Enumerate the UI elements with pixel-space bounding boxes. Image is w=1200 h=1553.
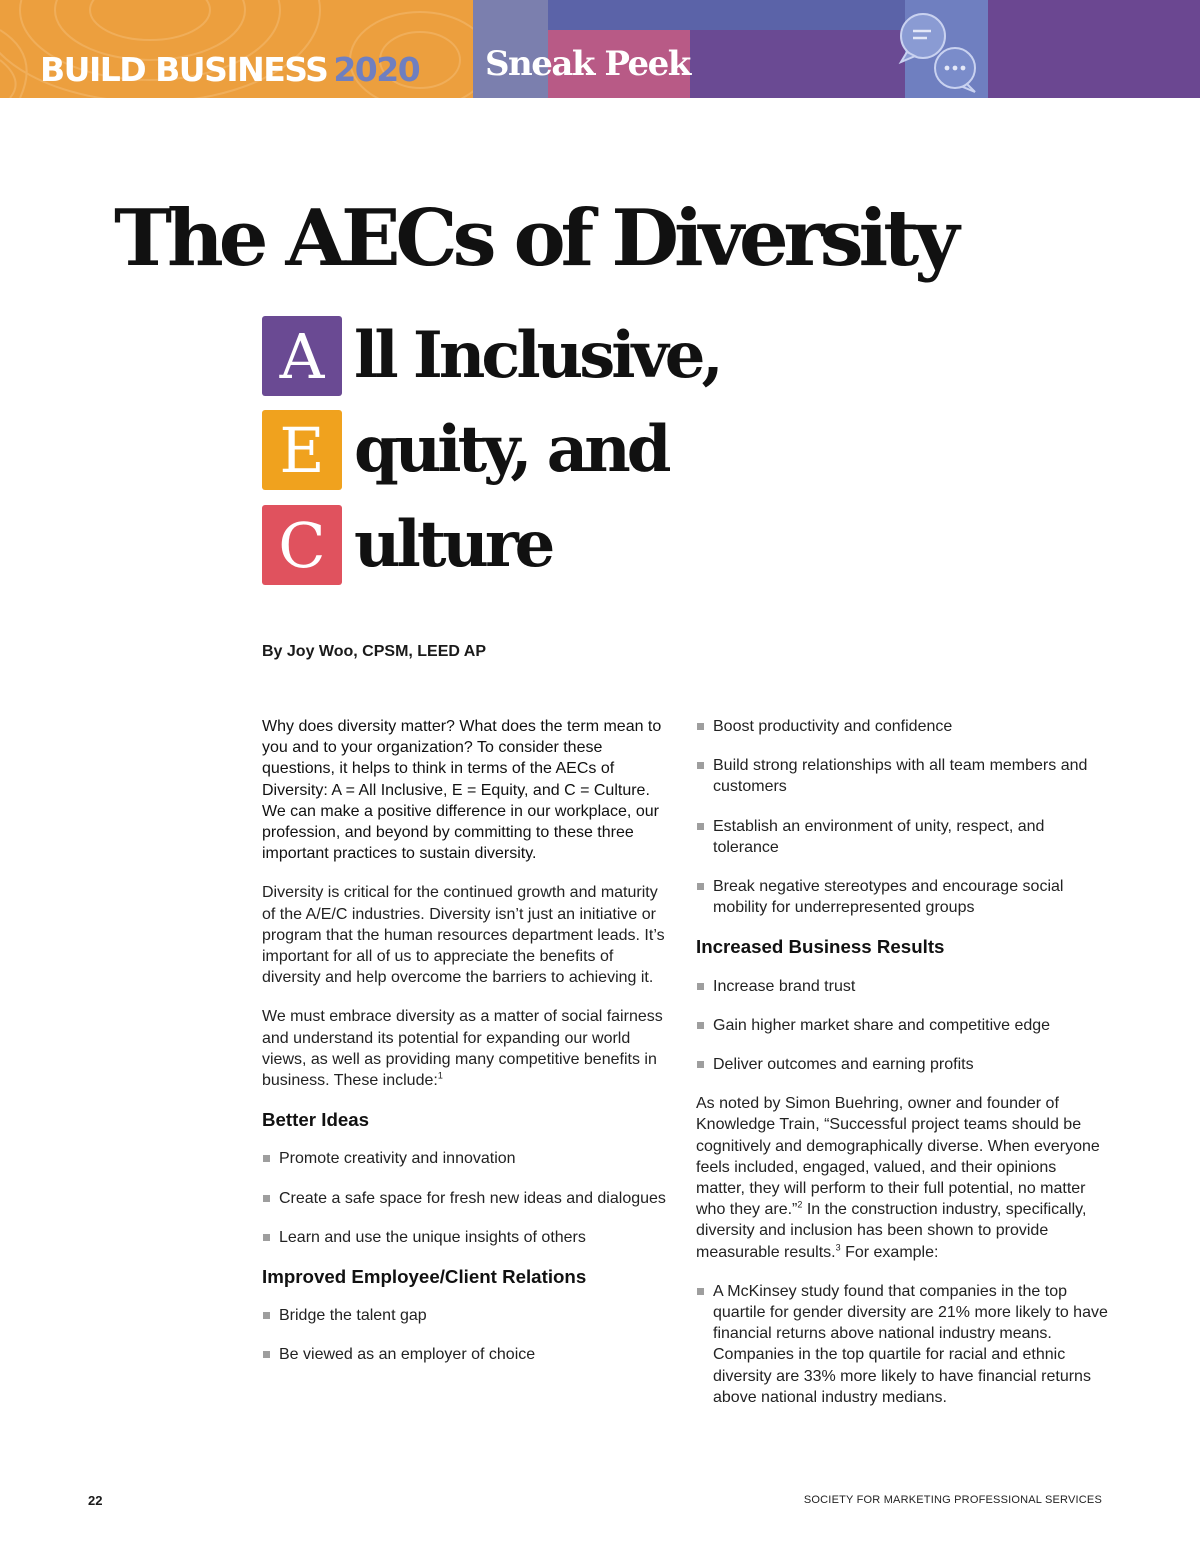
byline: By Joy Woo, CPSM, LEED AP <box>262 643 487 660</box>
quote-paragraph <box>696 1093 1108 1263</box>
quote-text: As noted by Simon Buehring, owner and founder of Knowledge Train, “Successful project teams should be cognitively and demographically diverse. When everyone feels included, engaged, valued, and their opinions matter, they will perform to their full potential, no matter who they are.” <box>696 1095 1100 1219</box>
acronym-row-e <box>262 410 668 490</box>
left-column <box>262 716 674 1384</box>
letter-box-e: E <box>262 410 342 490</box>
footer-organization: SOCIETY FOR MARKETING PROFESSIONAL SERVICES <box>803 1494 1102 1506</box>
acronym-word-all-inclusive: ll Inclusive, <box>354 318 720 393</box>
list-item: Build strong relationships with all team members and customers <box>696 755 1108 797</box>
acronym-row-a <box>262 316 720 396</box>
acronym-word-equity: quity, and <box>354 412 668 487</box>
acronym-word-culture: ulture <box>354 507 552 582</box>
subheading-relations: Improved Employee/Client Relations <box>262 1266 587 1288</box>
examples-list <box>696 1281 1108 1408</box>
list-item: Bridge the talent gap <box>262 1305 674 1326</box>
relations-list-part-2 <box>696 716 1108 918</box>
list-item: Create a safe space for fresh new ideas and dialogues <box>262 1188 674 1209</box>
better-ideas-list <box>262 1148 674 1248</box>
body-paragraph-2-text: We must embrace diversity as a matter of social fairness and understand its potential for expanding our world views, as well as providing many competitive benefits in business. These include: <box>262 1008 663 1090</box>
brand-name: BUILD BUSINESS <box>40 50 328 89</box>
subheading-business-results: Increased Business Results <box>696 936 945 958</box>
acronym-row-c <box>262 505 551 585</box>
page-number: 22 <box>88 1493 103 1508</box>
business-results-list <box>696 976 1108 1076</box>
letter-box-c: C <box>262 505 342 585</box>
brand-year: 2020 <box>333 50 420 89</box>
list-item: A McKinsey study found that companies in the top quartile for gender diversity are 21% more likely to have financial returns above national industry means. Companies in the top quartile for racial and ethnic diversity are 33% more likely to have financial returns above national industry medians. <box>696 1281 1108 1408</box>
letter-box-a: A <box>262 316 342 396</box>
list-item: Be viewed as an employer of choice <box>262 1344 674 1365</box>
magazine-banner <box>0 0 1200 98</box>
list-item: Boost productivity and confidence <box>696 716 1108 737</box>
footnote-ref-3: 3 <box>835 1242 841 1253</box>
list-item: Learn and use the unique insights of others <box>262 1227 674 1248</box>
chat-bubbles-icon <box>893 8 983 94</box>
footnote-ref-2: 2 <box>797 1199 803 1210</box>
list-item: Gain higher market share and competitive edge <box>696 1015 1108 1036</box>
lead-paragraph: Why does diversity matter? What does the term mean to you and to your organization? To consider these questions, it helps to think in terms of the AECs of Diversity: A = All Inclusive, E = Equity, and C = Culture. We can make a positive difference in our workplace, our profession, and beyond by committing to these three important practices to sustain diversity. <box>262 718 662 863</box>
subheading-better-ideas: Better Ideas <box>262 1109 370 1131</box>
banner-right-panel <box>988 0 1200 98</box>
footnote-ref-1: 1 <box>437 1070 443 1081</box>
quote-continuation: In the construction industry, specifically, diversity and inclusion has been shown to provide measurable results. <box>696 1201 1087 1261</box>
list-item: Break negative stereotypes and encourage social mobility for underrepresented groups <box>696 876 1108 918</box>
brand-wordmark <box>40 50 419 89</box>
article-title: The AECs of Diversity <box>114 193 955 284</box>
list-item: Increase brand trust <box>696 976 1108 997</box>
list-item: Establish an environment of unity, respect, and tolerance <box>696 816 1108 858</box>
body-paragraph-2 <box>262 1006 674 1091</box>
relations-list-part-1 <box>262 1305 674 1365</box>
right-column <box>696 716 1108 1426</box>
quote-ending: For example: <box>840 1243 939 1261</box>
body-paragraph-1: Diversity is critical for the continued growth and maturity of the A/E/C industries. Diversity isn’t just an initiative or program that the human resources department leads. It’s important for all of us to appreciate the benefits of diversity and help overcome the barriers to achieving it. <box>262 884 665 987</box>
list-item: Deliver outcomes and earning profits <box>696 1054 1108 1075</box>
section-label: Sneak Peek <box>485 44 690 84</box>
list-item: Promote creativity and innovation <box>262 1148 674 1169</box>
